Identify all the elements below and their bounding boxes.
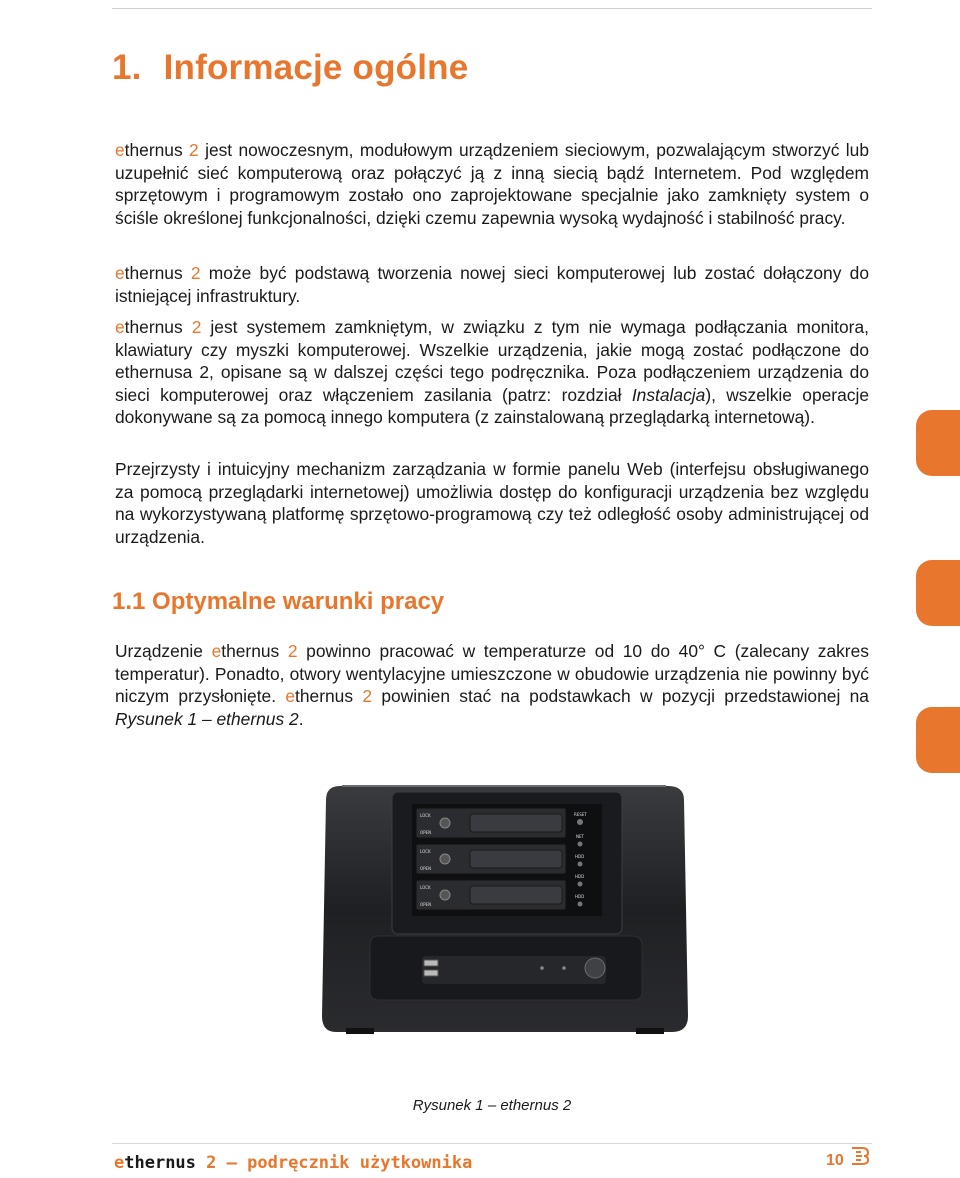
- control-panel: [422, 956, 606, 984]
- figure-caption: Rysunek 1 – ethernus 2: [412, 1097, 572, 1114]
- bay-lock-label: LOCK: [420, 885, 431, 890]
- paragraph-4: Przejrzysty i intuicyjny mechanizm zarządzania w formie panelu Web (interfejsu obsługiwanego za pomocą przeglądarki internetowej) umożliwia dostęp do konfiguracji urządzenia bez względu na wykorzystywaną platformę sprzętowo-programową czy też odległość osoby administrującej od urządzenia.: [115, 459, 869, 547]
- usb-port-1: [424, 960, 438, 966]
- hdd-label-3: HDD: [575, 894, 585, 899]
- bay-open-label: OPEN: [420, 902, 432, 907]
- side-tab-1: [916, 410, 960, 476]
- device-photo: [312, 760, 696, 1068]
- chapter-heading: [112, 48, 468, 88]
- paragraph-3: ethernus 2 jest systemem zamkniętym, w związku z tym nie wymaga podłączania monitora, klawiatury czy myszki komputerowej. Wszelkie urządzenia, jakie mogą zostać podłączone do ethernusa 2, opisane są w dalszej części tego podręcznika. Poza podłączeniem urządzenia do sieci komputerowej oraz włączeniem zasilania (patrz: rozdział Instalacja), wszelkie operacje dokonywane są za pomocą innego komputera (z zainstalowaną przeglądarką internetową).: [115, 317, 869, 428]
- logo-icon: [848, 1144, 872, 1168]
- brand-name: ethernus 2: [115, 140, 199, 160]
- intro-paragraph: ethernus 2 jest nowoczesnym, modułowym urządzeniem sieciowym, pozwalającym stworzyć lub uzupełnić sieć komputerową oraz połączyć ją z inną siecią bądź Internetem. Pod względem sprzętowym i programowym zostało ono zaprojektowane specjalnie jako zamknięty system o ściśle określonej funkcjonalności, dzięki czemu zapewnia wysoką wydajność i stabilność pracy.: [115, 140, 870, 228]
- top-rule: [112, 8, 872, 9]
- chapter-title: Informacje ogólne: [163, 48, 469, 87]
- bay-lock-label: LOCK: [420, 849, 431, 854]
- chapter-link-installation[interactable]: Instalacja: [631, 384, 706, 405]
- bay-lock-label: LOCK: [420, 813, 431, 818]
- brand-name: ethernus 2: [115, 263, 201, 283]
- hdd-label-2: HDD: [575, 874, 585, 879]
- paragraph-2: ethernus 2 może być podstawą tworzenia nowej sieci komputerowej lub zostać dołączony do istniejącej infrastruktury.: [115, 263, 869, 306]
- hdd-label-1: HDD: [575, 854, 585, 859]
- status-led: [562, 966, 566, 970]
- side-tab-2: [916, 560, 960, 626]
- footer-title: ethernus 2 — podręcznik użytkownika: [114, 1153, 473, 1173]
- bay-open-label: OPEN: [420, 866, 432, 871]
- usb-port-2: [424, 970, 438, 976]
- chapter-number: 1.: [112, 48, 142, 87]
- power-button: [585, 958, 605, 978]
- status-led: [540, 966, 544, 970]
- net-label: NET: [576, 834, 584, 839]
- section-heading: 1.1 Optymalne warunki pracy: [112, 588, 445, 615]
- reset-label: RESET: [574, 812, 587, 817]
- brand-name: ethernus 2: [115, 317, 202, 337]
- bay-open-label: OPEN: [420, 830, 432, 835]
- drive-bay-3: [416, 880, 566, 910]
- drive-bay-1: [416, 808, 566, 838]
- brand-name: ethernus 2: [285, 686, 373, 707]
- page-number: 10: [826, 1152, 844, 1169]
- drive-bays: [412, 804, 602, 916]
- foot: [636, 1028, 664, 1034]
- brand-name: ethernus 2: [211, 641, 298, 661]
- foot: [346, 1028, 374, 1034]
- drive-bay-2: [416, 844, 566, 874]
- paragraph-5: Urządzenie ethernus 2 powinno pracować w temperaturze od 10 do 40° C (zalecany zakres temperatur). Ponadto, otwory wentylacyjne umieszczone w obudowie urządzenia nie powinny być niczym przysłonięte. ethernus 2 powinien stać na podstawkach w pozycji przedstawionej na Rysunek 1 – ethernus 2.: [115, 641, 869, 729]
- side-tab-3: [916, 707, 960, 773]
- figure-reference-link[interactable]: Rysunek 1 – ethernus 2: [115, 708, 299, 729]
- footer-rule: [112, 1143, 872, 1144]
